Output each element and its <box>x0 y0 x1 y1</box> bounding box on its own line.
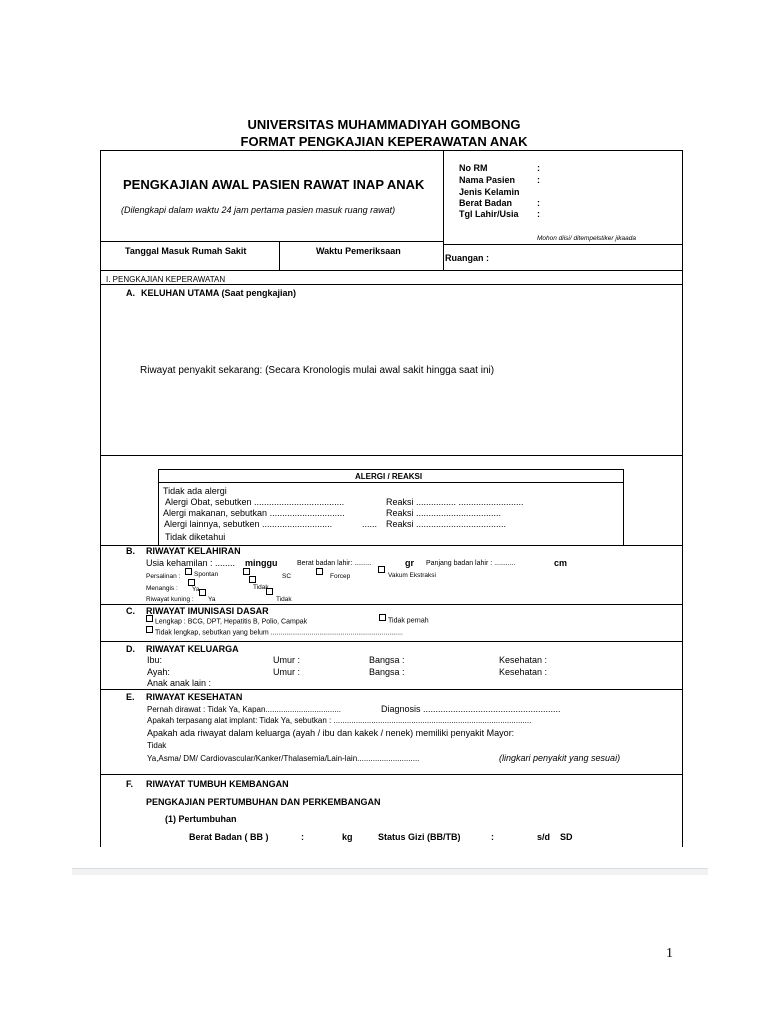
form-subtitle: (Dilengkapi dalam waktu 24 jam pertama pasien masuk ruang rawat) <box>121 205 396 215</box>
field-berat-badan: Berat Badan <box>459 198 513 208</box>
field-jenis-kelamin: Jenis Kelamin <box>459 187 520 197</box>
checkbox-forcep[interactable] <box>316 571 325 578</box>
pertumbuhan: (1) Pertumbuhan <box>165 814 237 824</box>
field-nama-pasien: Nama Pasien <box>459 175 516 185</box>
alergi-lainnya: Alergi lainnya, sebutken ............................ <box>164 519 333 529</box>
reaksi-lainnya: Reaksi .................................... <box>386 519 507 529</box>
university-name: UNIVERSITAS MUHAMMADIYAH GOMBONG <box>247 117 521 132</box>
alergi-title: ALERGI / REAKSI <box>355 472 423 481</box>
status-gizi: Status Gizi (BB/TB) <box>378 832 461 842</box>
section-title: I. PENGKAJIAN KEPERAWATAN <box>106 275 226 284</box>
reaksi-obat: Reaksi ................ .......................... <box>386 497 524 507</box>
lingkari-note: (lingkari penyakit yang sesuai) <box>499 753 621 763</box>
diagnosis: Diagnosis ....................................................... <box>381 704 561 714</box>
berat-badan-bb: Berat Badan ( BB ) <box>189 832 269 842</box>
kesehatan-title: RIWAYAT KESEHATAN <box>146 692 243 702</box>
panjang-lahir: Panjang badan lahir : ........... <box>426 560 516 567</box>
keluhan-utama-title: KELUHAN UTAMA (Saat pengkajian) <box>141 288 297 298</box>
berat-lahir: Berat badan lahir: ......... <box>297 560 372 567</box>
imunisasi-title: RIWAYAT IMUNISASI DASAR <box>146 606 269 616</box>
checkbox-kuning-tidak[interactable] <box>266 591 275 598</box>
page-separator <box>72 868 708 875</box>
reaksi-makanan: Reaksi .................................. <box>386 508 502 518</box>
anak-lain: Anak anak lain : <box>147 678 212 688</box>
daftar-penyakit: Ya,Asma/ DM/ Cardiovascular/Kanker/Thalasemia/Lain-lain............................ <box>147 754 420 763</box>
ruangan-label: Ruangan : <box>445 253 489 263</box>
field-tgl-lahir: Tgl Lahir/Usia <box>459 209 519 219</box>
field-no-rm: No RM <box>459 163 488 173</box>
pengkajian-subtitle: PENGKAJIAN PERTUMBUHAN DAN PERKEMBANGAN <box>146 797 381 807</box>
sticker-note: Mohon diisi/ ditempelstiker jikaada <box>537 235 636 242</box>
kelahiran-title: RIWAYAT KELAHIRAN <box>146 546 241 556</box>
alergi-obat: Alergi Obat, sebutken .................................... <box>165 497 345 507</box>
tidak-ada-alergi: Tidak ada alergi <box>163 486 227 496</box>
tanggal-masuk-label: Tanggal Masuk Rumah Sakit <box>125 246 247 256</box>
format-title: FORMAT PENGKAJIAN KEPERAWATAN ANAK <box>240 134 528 149</box>
checkbox-imunisasi-tidak-pernah[interactable]: Tidak pernah <box>379 617 429 624</box>
checkbox-spontan[interactable]: Spontan <box>185 571 218 578</box>
page-number: 1 <box>666 946 673 961</box>
checkbox-vakum[interactable] <box>378 569 387 576</box>
checkbox-imunisasi-lengkap[interactable]: Lengkap : BCG, DPT, Hepatitis B, Polio, Campak <box>146 618 307 625</box>
riwayat-penyakit-keluarga: Apakah ada riwayat dalam keluarga (ayah / ibu dan kakek / nenek) memiliki penyakit Mayor: <box>147 728 515 738</box>
tumbuh-title: RIWAYAT TUMBUH KEMBANGAN <box>146 779 289 789</box>
tidak-diketahui: Tidak diketahui <box>165 532 226 542</box>
implant: Apakah terpasang alat implant: Tidak Ya, sebutkan : ......................................................................................... <box>147 716 532 725</box>
checkbox-imunisasi-tidak-lengkap[interactable]: Tidak lengkap, sebutkan yang belum .................................................................... <box>146 629 403 636</box>
keluarga-title: RIWAYAT KELUARGA <box>146 644 239 654</box>
alergi-makanan: Alergi makanan, sebutkan .............................. <box>163 508 345 518</box>
usia-kehamilan: Usia kehamilan : ........ <box>146 558 236 568</box>
form-title: PENGKAJIAN AWAL PASIEN RAWAT INAP ANAK <box>123 177 425 192</box>
checkbox-kuning-ya[interactable] <box>199 592 208 599</box>
waktu-pemeriksaan-label: Waktu Pemeriksaan <box>316 246 401 256</box>
riwayat-sekarang: Riwayat penyakit sekarang: (Secara Kronologis mulai awal sakit hingga saat ini) <box>140 365 495 376</box>
pernah-dirawat: Pernah dirawat : Tidak Ya, Kapan.................................. <box>147 705 342 714</box>
